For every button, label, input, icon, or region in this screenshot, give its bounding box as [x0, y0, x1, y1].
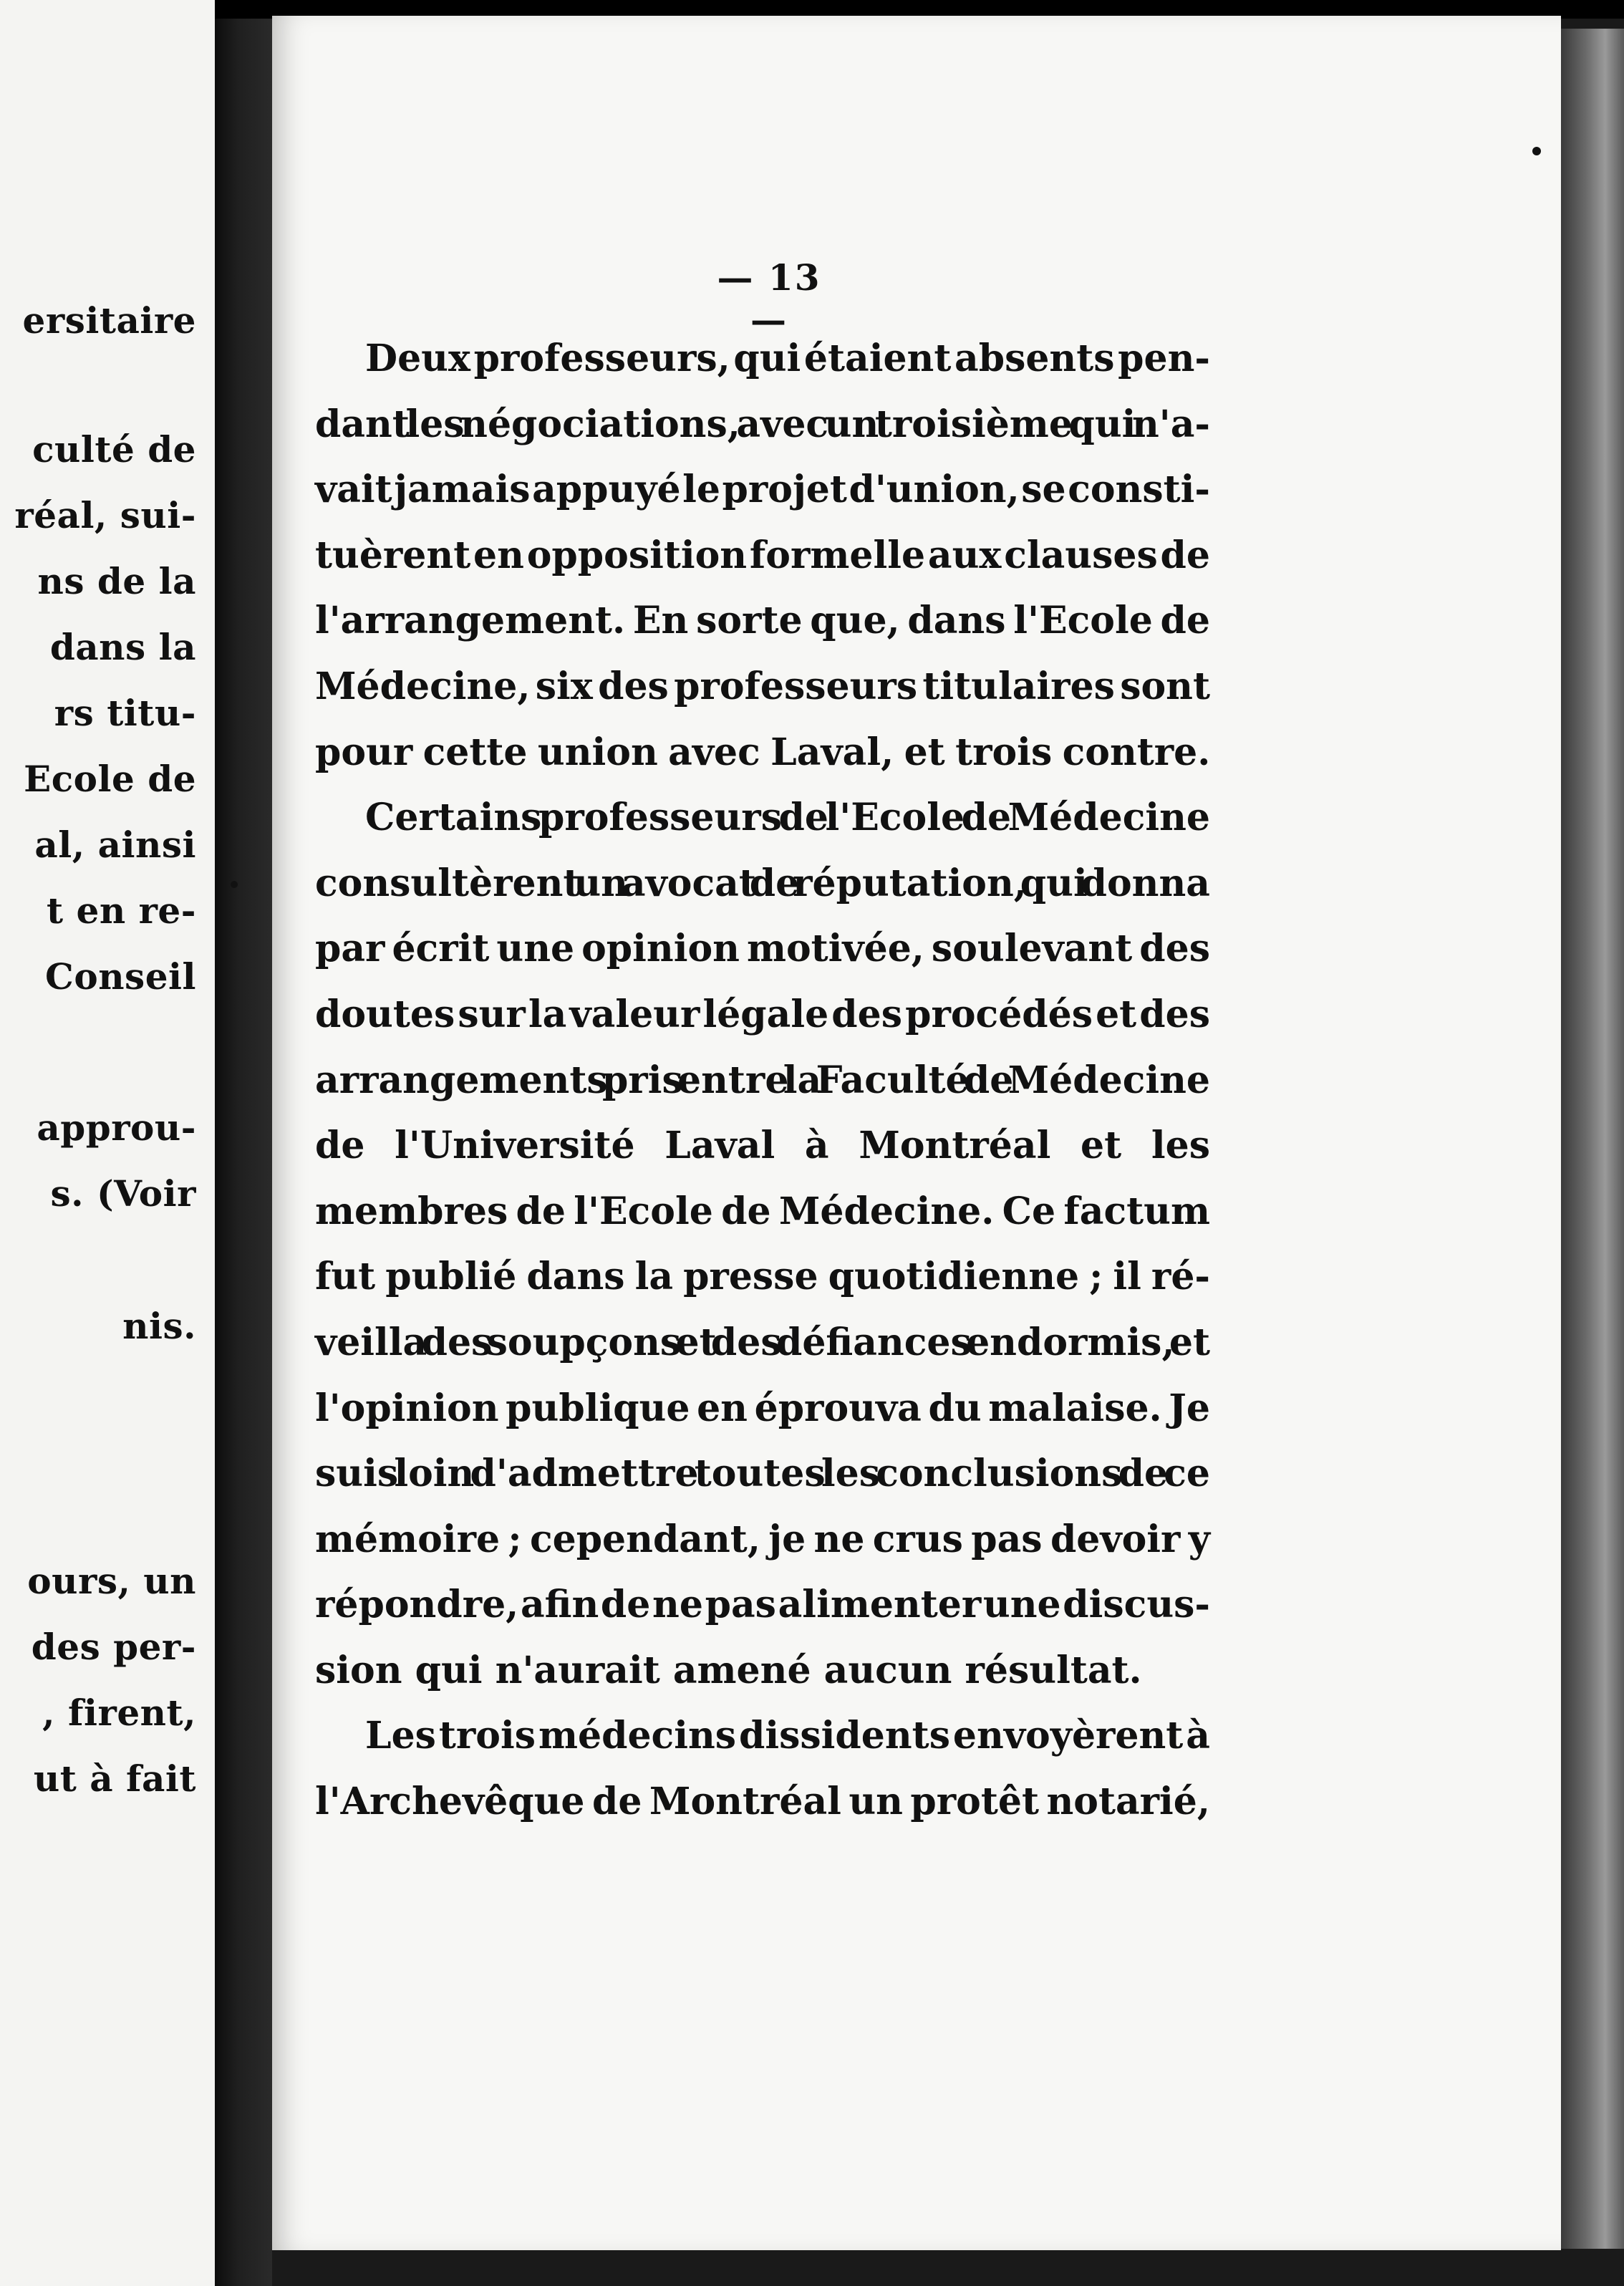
- text-line: l'opinion publique en éprouva du malaise. Je: [315, 1386, 1210, 1430]
- left-fragment: dans la: [49, 626, 196, 668]
- text-line: Les trois médecins dissidents envoyèrent à: [365, 1714, 1210, 1758]
- page-number: — 13 —: [717, 256, 821, 341]
- text-line: pour cette union avec Laval, et trois contre.: [315, 730, 1211, 774]
- book-gutter: [215, 0, 272, 2286]
- text-line: doutes sur la valeur légale des procédés et des: [315, 992, 1210, 1036]
- text-line: l'arrangement. En sorte que, dans l'Ecole de: [315, 599, 1210, 643]
- scan-speck: [231, 881, 238, 888]
- body-text: [315, 326, 1210, 1835]
- left-page: [0, 0, 215, 2286]
- text-line: suis loin d'admettre toutes les conclusions de ce: [315, 1452, 1210, 1496]
- left-fragment: réal, sui-: [14, 494, 196, 536]
- text-line: arrangements pris entre la Faculté de Médecine: [315, 1058, 1210, 1102]
- left-fragment: ours, un: [27, 1560, 196, 1602]
- left-fragment: approu-: [37, 1106, 196, 1149]
- text-line: Certains professeurs de l'Ecole de Médecine: [365, 796, 1210, 840]
- left-fragment: ns de la: [37, 560, 196, 602]
- text-line: Deux professeurs, qui étaient absents pen-: [365, 337, 1210, 380]
- left-fragment: Conseil: [45, 955, 196, 998]
- text-line: membres de l'Ecole de Médecine. Ce factum: [315, 1189, 1210, 1233]
- left-fragment: s. (Voir: [50, 1172, 196, 1215]
- text-line: sion qui n'aurait amené aucun résultat.: [315, 1648, 1142, 1692]
- left-fragment: ut à fait: [33, 1757, 196, 1800]
- left-fragment: , firent,: [42, 1692, 196, 1734]
- left-fragment: ersitaire: [22, 299, 196, 342]
- text-line: vait jamais appuyé le projet d'union, se consti-: [315, 468, 1210, 512]
- scan-speck: [1532, 147, 1541, 155]
- left-fragment: des per-: [31, 1626, 196, 1668]
- left-fragment: culté de: [32, 428, 196, 471]
- text-line: consultèrent un avocat de réputation, qui donna: [315, 861, 1210, 905]
- left-fragment: al, ainsi: [34, 824, 196, 866]
- left-fragment: rs titu-: [54, 692, 196, 734]
- text-line: Médecine, six des professeurs titulaires sont: [315, 664, 1210, 708]
- text-line: de l'Université Laval à Montréal et les: [315, 1124, 1210, 1168]
- left-fragment: nis.: [122, 1305, 196, 1347]
- left-fragment: Ecole de: [24, 758, 196, 800]
- text-line: veilla des soupçons et des défiances endormis, et: [315, 1320, 1210, 1364]
- text-line: l'Archevêque de Montréal un protêt notarié,: [315, 1780, 1210, 1824]
- text-line: mémoire ; cependant, je ne crus pas devoir y: [315, 1517, 1210, 1561]
- text-line: fut publié dans la presse quotidienne ; il ré-: [315, 1255, 1210, 1299]
- text-line: par écrit une opinion motivée, soulevant des: [315, 927, 1210, 971]
- text-line: répondre, afin de ne pas alimenter une discus-: [315, 1583, 1210, 1627]
- page-edge: [1561, 29, 1624, 2249]
- left-fragment: t en re-: [47, 889, 196, 932]
- text-line: tuèrent en opposition formelle aux clauses de: [315, 533, 1210, 577]
- text-line: dant les négociations, avec un troisième qui n'a-: [315, 402, 1210, 446]
